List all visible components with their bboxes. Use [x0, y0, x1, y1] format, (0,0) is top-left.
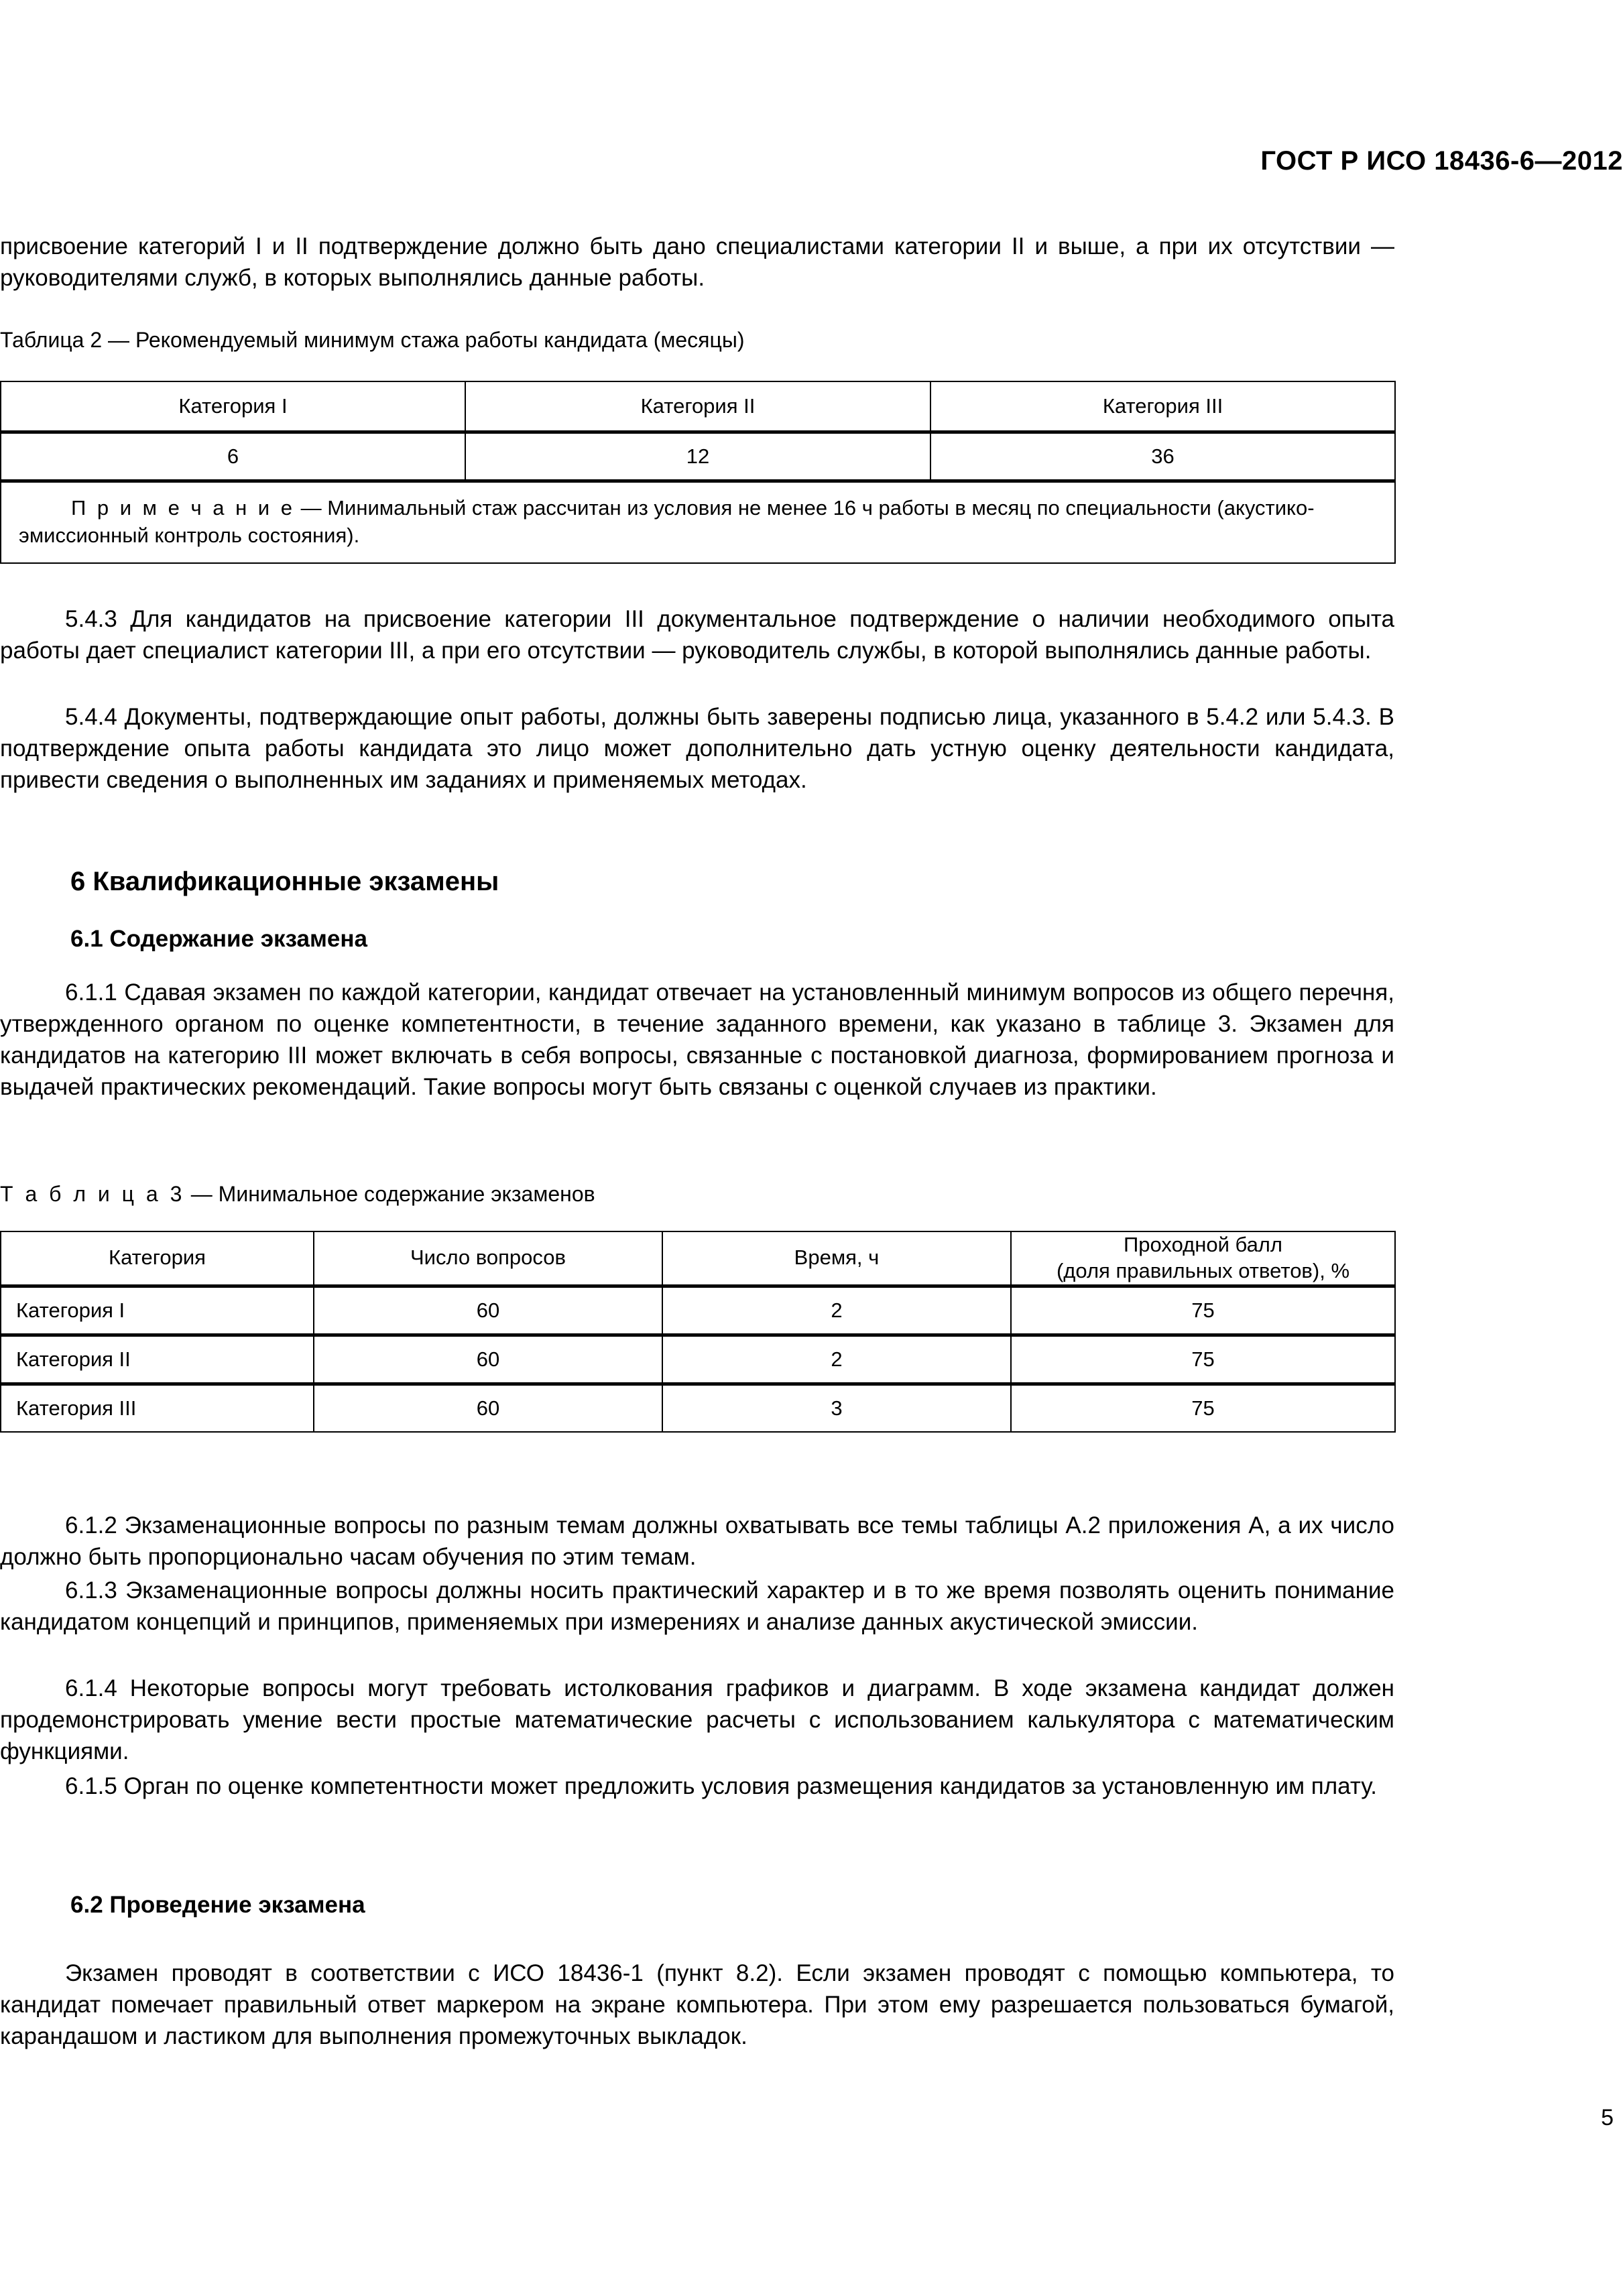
table3-row1-time: 2 — [662, 1335, 1011, 1384]
table-row — [1, 1335, 1395, 1384]
table3-caption-rest: — Минимальное содержание экзаменов — [184, 1182, 595, 1206]
table3-body — [1, 1286, 1395, 1432]
table2-block — [0, 381, 1394, 564]
table3-header-row — [1, 1231, 1395, 1286]
table3-row0-score: 75 — [1011, 1286, 1395, 1335]
section-6-1-heading: 6.1 Содержание экзамена — [70, 926, 367, 952]
clause-6-2-body: Экзамен проводят в соответствии с ИСО 18436-1 (пункт 8.2). Если экзамен проводят с помощью компьютера, то кандидат помечает правильный ответ маркером на экране компьютера. При этом ему разрешается пользоваться бумагой, карандашом и ластиком для выполнения промежуточных выкладок. — [0, 1960, 1394, 2050]
table3-row1-score: 75 — [1011, 1335, 1395, 1384]
table3-row0-questions: 60 — [314, 1286, 662, 1335]
clause-5-4-4: 5.4.4 Документы, подтверждающие опыт работы, должны быть заверены подписью лица, указанного в 5.4.2 или 5.4.3. В подтверждение опыта работы кандидата это лицо может дополнительно дать устную оценку деятельности кандидата, привести сведения о выполненных им заданиях и применяемых методах. — [0, 704, 1394, 794]
section-6-2-heading: 6.2 Проведение экзамена — [70, 1892, 365, 1918]
table2-note-text: — Минимальный стаж рассчитан из условия не менее 16 ч работы в месяц по специальности (акустико-эмиссионный контроль состояния). — [19, 496, 1315, 548]
clause-6-1-1-block — [0, 977, 1394, 1103]
section-6-1-heading-block — [0, 926, 1394, 953]
table3-header-time: Время, ч — [662, 1231, 1011, 1286]
clause-6-1-5-block — [0, 1770, 1394, 1802]
table2-header-cat3: Категория III — [930, 381, 1395, 432]
table2-caption-block — [0, 327, 1394, 353]
table2-header-cat1: Категория I — [1, 381, 465, 432]
table3-header-category: Категория — [1, 1231, 314, 1286]
table2 — [0, 381, 1396, 564]
clause-5-4-4-block — [0, 701, 1394, 796]
table2-value-cat1: 6 — [1, 432, 465, 481]
table2-header-row — [1, 381, 1395, 432]
section-6-heading: 6 Квалификационные экзамены — [70, 867, 499, 896]
table2-value-cat3: 36 — [930, 432, 1395, 481]
table2-caption: Таблица 2 — Рекомендуемый минимум стажа работы кандидата (месяцы) — [0, 328, 745, 352]
clause-6-1-4-block — [0, 1673, 1394, 1767]
clause-5-4-3-block — [0, 603, 1394, 666]
table3-row1-category: Категория II — [1, 1335, 314, 1384]
section-6-2-heading-block — [0, 1892, 1394, 1919]
table2-body — [1, 432, 1395, 564]
section-6-heading-block — [0, 867, 1394, 897]
table3-header-score-line2: (доля правильных ответов), % — [1056, 1258, 1350, 1282]
table3-caption-block — [0, 1181, 1394, 1207]
table2-head — [1, 381, 1395, 432]
clause-6-1-3-block — [0, 1575, 1394, 1638]
table2-value-cat2: 12 — [465, 432, 930, 481]
clause-6-1-2: 6.1.2 Экзаменационные вопросы по разным темам должны охватывать все темы таблицы А.2 приложения А, а их число должно быть пропорционально часам обучения по этим темам. — [0, 1512, 1394, 1571]
table-row — [1, 1384, 1395, 1432]
clause-6-1-3: 6.1.3 Экзаменационные вопросы должны носить практический характер и в то же время позволять оценить понимание кандидатом концепций и принципов, применяемых при измерениях и анализе данных акустической эмиссии. — [0, 1577, 1394, 1636]
clause-6-1-5: 6.1.5 Орган по оценке компетентности может предложить условия размещения кандидатов за установленную им плату. — [65, 1773, 1377, 1799]
table2-note-label: П р и м е ч а н и е — [71, 496, 295, 520]
table3-row2-questions: 60 — [314, 1384, 662, 1432]
table3-head — [1, 1231, 1395, 1286]
table3-block — [0, 1231, 1394, 1433]
running-header: ГОСТ Р ИСО 18436-6—2012 — [1260, 146, 1623, 176]
table3-row2-score: 75 — [1011, 1384, 1395, 1432]
table2-header-cat2: Категория II — [465, 381, 930, 432]
clause-6-1-1: 6.1.1 Сдавая экзамен по каждой категории, кандидат отвечает на установленный минимум вопросов из общего перечня, утвержденного органом по оценке компетентности, в течение заданного времени, как указано в таблице 3. Экзамен для кандидатов на категорию III может включать в себя вопросы, связанные с постановкой диагноза, формированием прогноза и выдачей практических рекомендаций. Такие вопросы могут быть связаны с оценкой случаев из практики. — [0, 979, 1394, 1101]
table3-row2-category: Категория III — [1, 1384, 314, 1432]
table2-note-cell — [1, 481, 1395, 564]
table2-note-row — [1, 481, 1395, 564]
table3-caption — [0, 1181, 1394, 1207]
intro-paragraph: присвоение категорий I и II подтверждение должно быть дано специалистами категории II и выше, а при их отсутствии — руководителями служб, в которых выполнялись данные работы. — [0, 233, 1394, 292]
page-number: 5 — [1601, 2105, 1614, 2130]
table3-row0-category: Категория I — [1, 1286, 314, 1335]
table3-header-questions: Число вопросов — [314, 1231, 662, 1286]
clause-6-1-4: 6.1.4 Некоторые вопросы могут требовать истолкования графиков и диаграмм. В ходе экзамена кандидат должен продемонстрировать умение вести простые математические расчеты с использованием калькулятора с математическим функциями. — [0, 1675, 1394, 1765]
intro-paragraph-block — [0, 231, 1394, 294]
table3-header-score — [1011, 1231, 1395, 1286]
table3-header-score-line1: Проходной балл — [1124, 1233, 1282, 1256]
clause-5-4-3: 5.4.3 Для кандидатов на присвоение категории III документальное подтверждение о наличии необходимого опыта работы дает специалист категории III, а при его отсутствии — руководитель службы, в которой выполнялись данные работы. — [0, 606, 1394, 664]
table-row — [1, 1286, 1395, 1335]
table-row — [1, 432, 1395, 481]
table3-row2-time: 3 — [662, 1384, 1011, 1432]
table3-row0-time: 2 — [662, 1286, 1011, 1335]
clause-6-2-body-block — [0, 1957, 1394, 2052]
table3-caption-label: Т а б л и ц а 3 — [0, 1182, 185, 1206]
table3-row1-questions: 60 — [314, 1335, 662, 1384]
table3 — [0, 1231, 1396, 1433]
clause-6-1-2-block — [0, 1510, 1394, 1573]
